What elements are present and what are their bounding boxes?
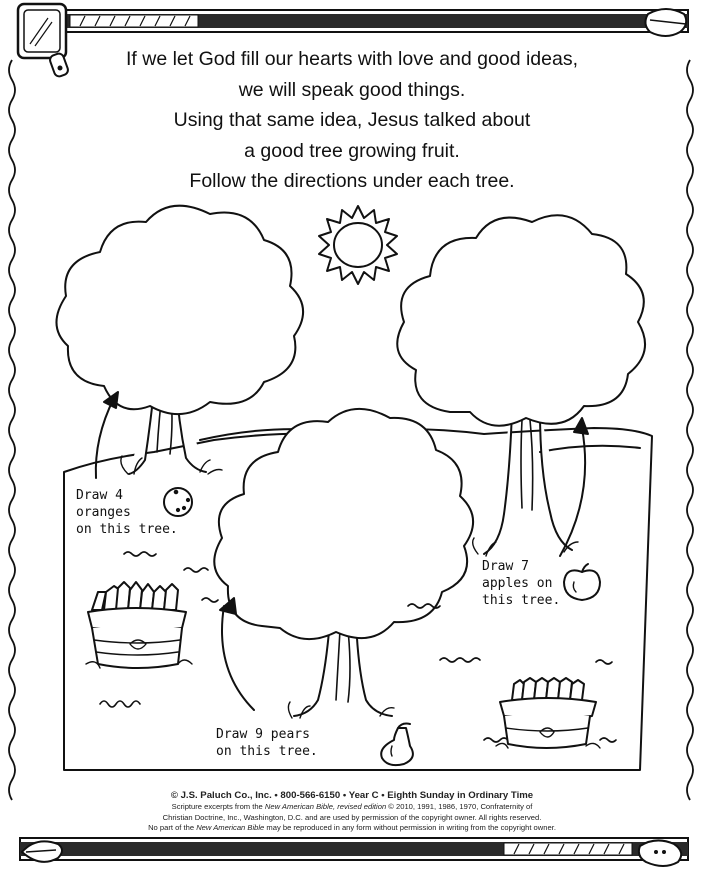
intro-line-1: If we let God fill our hearts with love and good ideas,: [125, 48, 578, 70]
left-tree-canopy: [56, 206, 303, 414]
footer-line-4-italic: New American Bible: [196, 823, 265, 832]
pears-direction: Draw 9 pears on this tree.: [216, 727, 318, 759]
footer-line-4-post: may be reproduced in any form without permission in writing from the copyright owner.: [264, 823, 556, 832]
intro-line-2: we will speak good things.: [238, 78, 466, 101]
right-tree-canopy: [397, 215, 645, 425]
oranges-direction: Draw 4 oranges on this tree.: [76, 488, 178, 537]
footer-line-4-pre: No part of the: [148, 823, 197, 832]
apples-direction: Draw 7 apples on this tree.: [482, 559, 561, 608]
left-tree: [56, 206, 303, 474]
footer-line-3: Christian Doctrine, Inc., Washington, D.C. and are used by permission of the copyright owner. All rights reserved.: [162, 812, 542, 822]
intro-line-4: a good tree growing fruit.: [244, 139, 460, 162]
footer-line-2-pre: Scripture excerpts from the: [171, 802, 265, 811]
crayon-basket-icon: [86, 582, 192, 668]
intro-line-5: Follow the directions under each tree.: [189, 170, 515, 192]
intro-line-3: Using that same idea, Jesus talked about: [173, 109, 531, 131]
footer-line-1: © J.S. Paluch Co., Inc. • 800-566-6150 • Year C • Eighth Sunday in Ordinary Time: [170, 790, 534, 801]
footer-line-2-italic: New American Bible, revised edition: [264, 802, 387, 811]
footer-line-2-post: © 2010, 1991, 1986, 1970, Confraternity of: [386, 802, 533, 811]
sun-icon: [319, 206, 397, 284]
footer-line-2: [60, 802, 644, 813]
footer-line-4: [60, 823, 644, 834]
copyright-footer: [60, 789, 644, 834]
